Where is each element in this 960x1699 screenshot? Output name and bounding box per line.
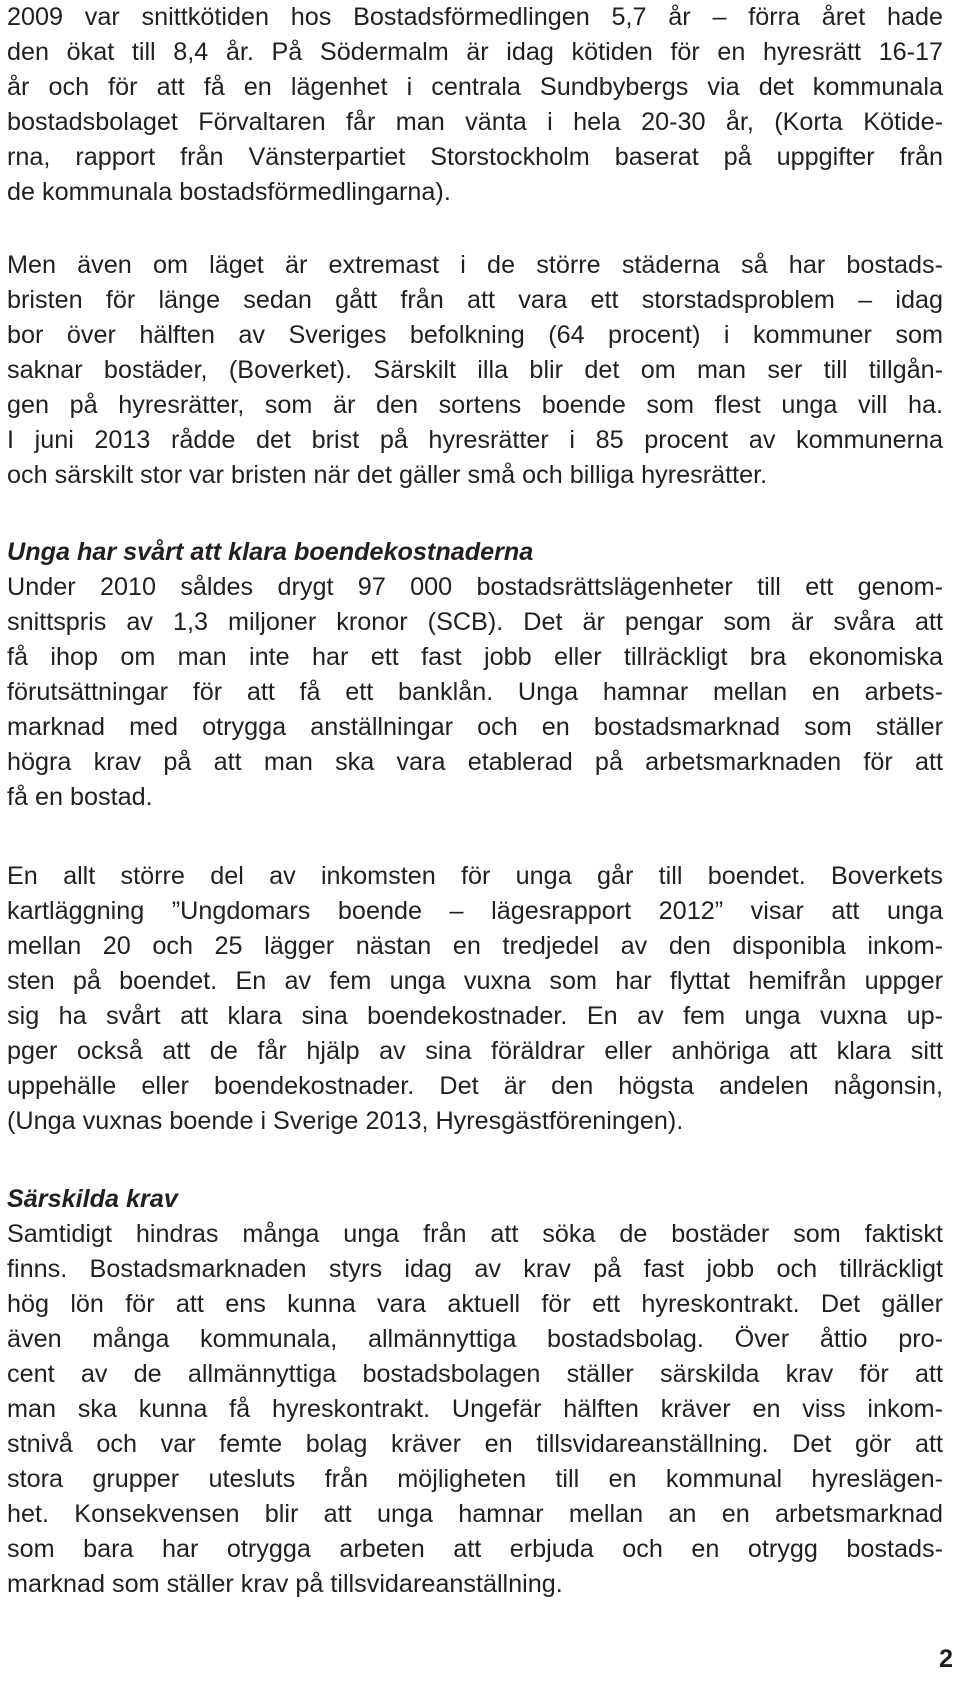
page-number: 2 [938,1645,953,1673]
paragraph-income-share [7,859,943,1139]
text-line: få en bostad. [7,783,153,811]
text-line: de kommunala bostadsförmedlingarna). [7,178,451,206]
text-line: sig ha svårt att klara sina boendekostnader. En av fem unga vuxna up- [7,1002,943,1030]
text-line: 2009 var snittkötiden hos Bostadsförmedlingen 5,7 år – förra året hade [7,3,943,31]
text-line: hög lön för att ens kunna vara aktuell för ett hyreskontrakt. Det gäller [7,1290,943,1318]
text-line: (Unga vuxnas boende i Sverige 2013, Hyresgästföreningen). [7,1107,684,1135]
text-line: het. Konsekvensen blir att unga hamnar mellan an en arbetsmarknad [7,1500,943,1528]
text-line: stnivå och var femte bolag kräver en tillsvidareanställning. Det gör att [7,1430,943,1458]
text-line: man ska kunna få hyreskontrakt. Ungefär hälften kräver en viss inkom- [7,1395,943,1423]
text-line: I juni 2013 rådde det brist på hyresrätter i 85 procent av kommunerna [7,426,943,454]
paragraph-queue-times [7,0,943,210]
text-line: bor över hälften av Sveriges befolkning (64 procent) i kommuner som [7,321,943,349]
text-line: pger också att de får hjälp av sina föräldrar eller anhöriga att klara sitt [7,1037,943,1065]
section-heading: Unga har svårt att klara boendekostnaderna [7,538,534,566]
text-line: den ökat till 8,4 år. På Södermalm är idag kötiden för en hyresrätt 16-17 [7,38,943,66]
section-housing-costs [7,535,943,815]
text-line: saknar bostäder, (Boverket). Särskilt illa blir det om man ser till tillgån- [7,356,943,384]
text-line: Under 2010 såldes drygt 97 000 bostadsrättslägenheter till ett genom- [7,573,943,601]
paragraph-housing-shortage [7,248,943,493]
text-line: bostadsbolaget Förvaltaren får man vänta i hela 20-30 år, (Korta Kötide- [7,108,943,136]
text-line: år och för att få en lägenhet i centrala Sundbybergs via det kommunala [7,73,943,101]
text-line: En allt större del av inkomsten för unga går till boendet. Boverkets [7,862,943,890]
text-line: även många kommunala, allmännyttiga bostadsbolag. Över åttio pro- [7,1325,943,1353]
section-heading: Särskilda krav [7,1185,178,1213]
text-line: marknad som ställer krav på tillsvidareanställning. [7,1570,563,1598]
text-line: mellan 20 och 25 lägger nästan en tredjedel av den disponibla inkom- [7,932,943,960]
text-line: få ihop om man inte har ett fast jobb eller tillräckligt bra ekonomiska [7,643,943,671]
text-line: finns. Bostadsmarknaden styrs idag av krav på fast jobb och tillräckligt [7,1255,943,1283]
text-line: uppehälle eller boendekostnader. Det är den högsta andelen någonsin, [7,1072,943,1100]
text-line: marknad med otrygga anställningar och en bostadsmarknad som ställer [7,713,943,741]
text-line: rna, rapport från Vänsterpartiet Storstockholm baserat på uppgifter från [7,143,943,171]
text-line: Samtidigt hindras många unga från att söka de bostäder som faktiskt [7,1220,943,1248]
text-line: förutsättningar för att få ett banklån. Unga hamnar mellan en arbets- [7,678,943,706]
section-special-requirements [7,1182,943,1602]
text-line: bristen för länge sedan gått från att vara ett storstadsproblem – idag [7,286,943,314]
text-line: som bara har otrygga arbeten att erbjuda och en otrygg bostads- [7,1535,943,1563]
text-line: snittspris av 1,3 miljoner kronor (SCB). Det är pengar som är svåra att [7,608,943,636]
text-line: cent av de allmännyttiga bostadsbolagen ställer särskilda krav för att [7,1360,943,1388]
text-line: sten på boendet. En av fem unga vuxna som har flyttat hemifrån uppger [7,967,943,995]
text-line: stora grupper utesluts från möjligheten till en kommunal hyreslägen- [7,1465,943,1493]
text-line: Men även om läget är extremast i de större städerna så har bostads- [7,251,943,279]
text-line: högra krav på att man ska vara etablerad på arbetsmarknaden för att [7,748,943,776]
text-line: gen på hyresrätter, som är den sortens boende som flest unga vill ha. [7,391,943,419]
text-line: kartläggning ”Ungdomars boende – lägesrapport 2012” visar att unga [7,897,943,925]
text-line: och särskilt stor var bristen när det gäller små och billiga hyresrätter. [7,461,768,489]
